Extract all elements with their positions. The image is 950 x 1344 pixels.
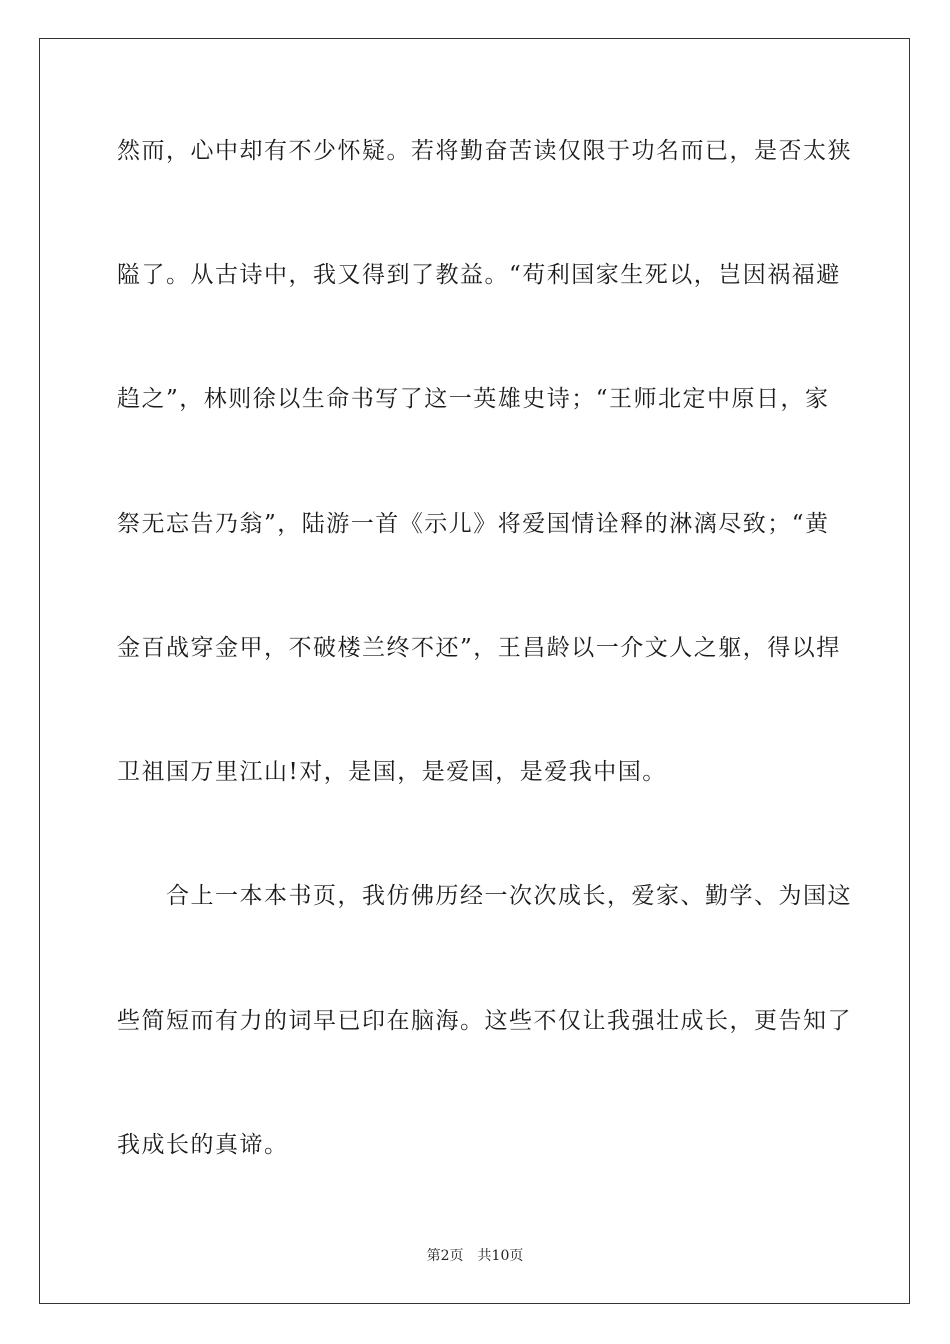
body-text-line-2: 隘了。从古诗中，我又得到了教益。“苟利国家生死以，岂因祸福避	[117, 262, 841, 288]
body-text-line-8: 些简短而有力的词早已印在脑海。这些不仅让我强壮成长，更告知了	[117, 1008, 852, 1034]
body-text-line-9: 我成长的真谛。	[117, 1132, 289, 1158]
page-number-total: 共10页	[477, 1248, 524, 1264]
body-text-line-5: 金百战穿金甲，不破楼兰终不还”，王昌龄以一介文人之躯，得以捍	[117, 635, 841, 661]
page-number-current: 第2页	[426, 1248, 464, 1264]
body-text-line-6: 卫祖国万里江山!对，是国，是爱国，是爱我中国。	[117, 759, 667, 785]
body-text-line-4: 祭无忘告乃翁”，陆游一首《示儿》将爱国情诠释的淋漓尽致；“黄	[117, 511, 830, 537]
body-text-line-1: 然而，心中却有不少怀疑。若将勤奋苦读仅限于功名而已，是否太狭	[117, 138, 852, 164]
body-text-line-7: 合上一本本书页，我仿佛历经一次次成长，爱家、勤学、为国这	[117, 883, 852, 909]
body-text-line-3: 趋之”，林则徐以生命书写了这一英雄史诗；“王师北定中原日，家	[117, 386, 830, 412]
page-footer	[0, 1246, 950, 1266]
page-border	[39, 38, 910, 1304]
